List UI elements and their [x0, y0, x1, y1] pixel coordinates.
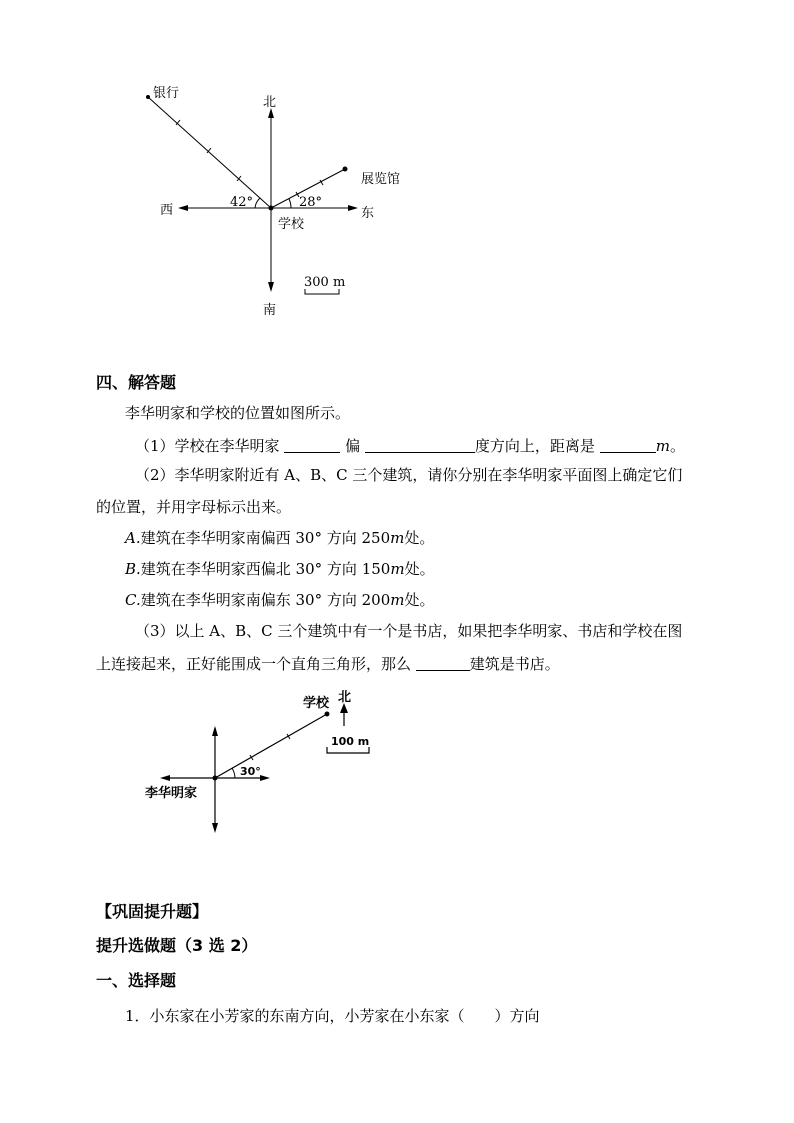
- q1-blank-distance[interactable]: [600, 438, 656, 453]
- compass-diagram-home: [130, 685, 390, 840]
- vertical-axis-top-arrowhead: [212, 726, 218, 736]
- exhibition-point: [343, 167, 348, 172]
- intro-text: 李华明家和学校的位置如图所示。: [125, 404, 351, 422]
- q3-part2: 建筑是书店。: [469, 655, 560, 673]
- section-heading: 四、解答题: [96, 373, 177, 392]
- scale-label: 300 m: [304, 275, 346, 290]
- item-c-text: 建筑在李华明家南偏东 30° 方向 200: [140, 591, 391, 609]
- scale-label: 100 m: [331, 735, 370, 748]
- item-b-text: 建筑在李华明家西偏北 30° 方向 150: [140, 560, 391, 578]
- bank-point: [146, 95, 150, 99]
- question-3-line1: （3）以上 A、B、C 三个建筑中有一个是书店，如果把李华明家、书店和学校在图: [135, 622, 683, 640]
- choice-heading: 一、选择题: [96, 971, 177, 990]
- q1-part2: 偏: [345, 437, 361, 455]
- school-point: [269, 206, 274, 211]
- bank-ray: [148, 97, 271, 208]
- east-label: 东: [361, 206, 375, 221]
- north-label: 北: [263, 95, 277, 110]
- question-2-line1: （2）李华明家附近有 A、B、C 三个建筑，请你分别在李华明家平面图上确定它们: [135, 466, 683, 484]
- question-3-line2: [96, 656, 560, 672]
- school-label: 学校: [278, 217, 305, 232]
- south-arrowhead: [268, 282, 274, 292]
- north-label: 北: [338, 690, 352, 705]
- item-b: [125, 562, 435, 577]
- item-c: [125, 593, 435, 608]
- school-label: 学校: [303, 696, 330, 711]
- item-c-end: 处。: [404, 591, 435, 609]
- item-b-unit: m: [390, 560, 405, 578]
- q1-unit: m: [655, 437, 670, 455]
- horizontal-axis-right-arrowhead: [260, 775, 270, 781]
- item-a-unit: m: [390, 529, 405, 547]
- item-b-letter: B.: [125, 560, 141, 578]
- advanced-title: 【巩固提升题】: [96, 902, 209, 921]
- q3-blank[interactable]: [416, 656, 470, 671]
- west-arrowhead: [178, 205, 188, 211]
- exhibition-label: 展览馆: [361, 172, 400, 187]
- q1-part3: 度方向上，距离是: [474, 437, 595, 455]
- home-point: [213, 776, 218, 781]
- angle-label-exhibit: 28°: [299, 195, 323, 210]
- angle-arc-bank: [255, 198, 260, 208]
- choice-question-1: 1．小东家在小芳家的东南方向，小芳家在小东家（ ）方向: [125, 1007, 540, 1025]
- q1-blank-direction[interactable]: [284, 438, 340, 453]
- item-c-letter: C.: [125, 591, 141, 609]
- angle-arc-exhibit: [289, 199, 291, 208]
- west-label: 西: [160, 203, 174, 218]
- angle-arc: [232, 768, 235, 778]
- q3-part1: 上连接起来，正好能围成一个直角三角形，那么: [96, 655, 412, 673]
- q1-part1: （1）学校在李华明家: [135, 437, 280, 455]
- compass-diagram-school: [130, 78, 400, 328]
- south-label: 南: [263, 303, 277, 318]
- horizontal-axis-left-arrowhead: [160, 775, 170, 781]
- item-b-end: 处。: [404, 560, 435, 578]
- home-label: 李华明家: [145, 786, 198, 801]
- question-2-line2: 的位置，并用字母标示出来。: [96, 498, 292, 516]
- item-a-end: 处。: [404, 529, 435, 547]
- school-point: [325, 712, 330, 717]
- advanced-subtitle: 提升选做题（3 选 2）: [96, 936, 258, 955]
- vertical-axis-bottom-arrowhead: [212, 823, 218, 833]
- item-a: [125, 531, 434, 546]
- question-1: [135, 438, 685, 454]
- angle-label: 30°: [240, 765, 261, 778]
- item-a-text: 建筑在李华明家南偏西 30° 方向 250: [140, 529, 391, 547]
- q1-end: 。: [669, 437, 685, 455]
- east-arrowhead: [348, 205, 358, 211]
- q1-blank-degree[interactable]: [365, 438, 475, 453]
- item-c-unit: m: [390, 591, 405, 609]
- bank-label: 银行: [153, 86, 180, 101]
- angle-label-bank: 42°: [230, 195, 254, 210]
- item-a-letter: A.: [125, 529, 141, 547]
